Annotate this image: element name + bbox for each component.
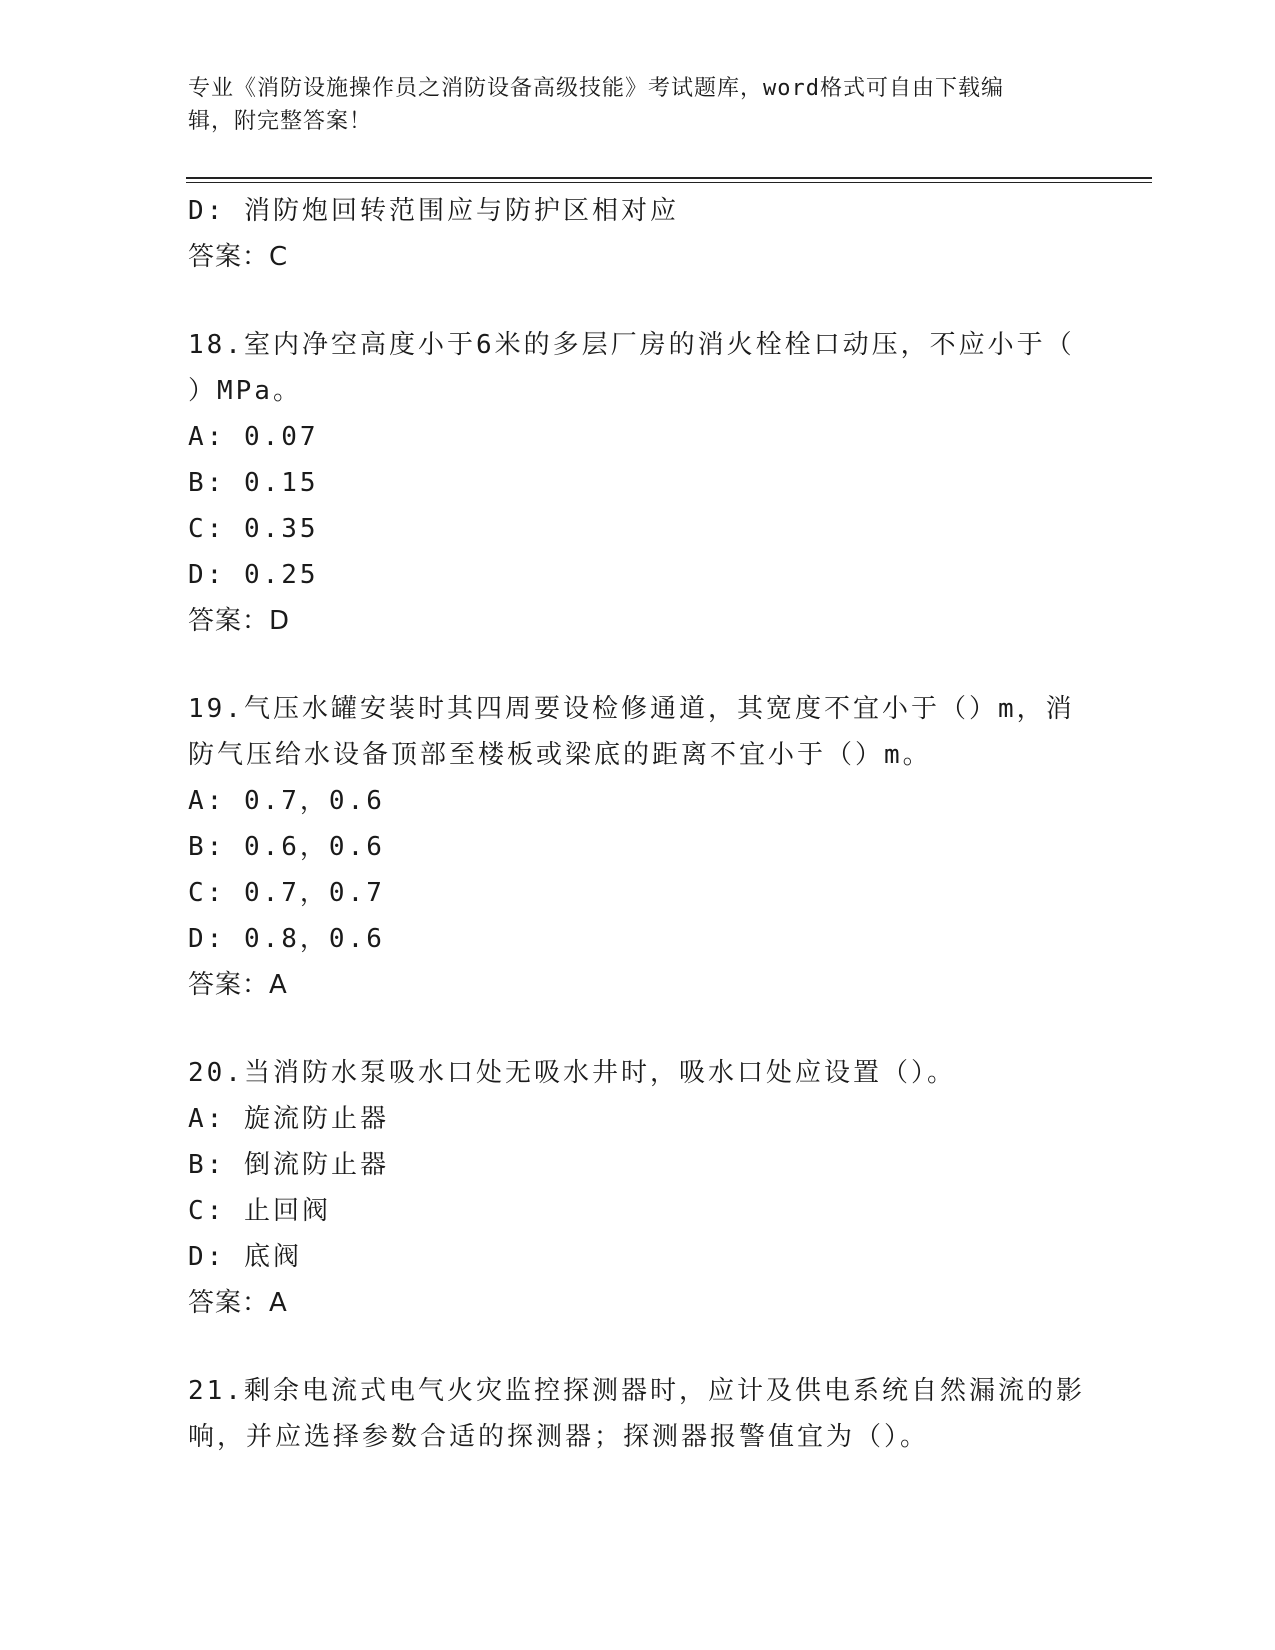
- option-a: A: 旋流防止器: [188, 1104, 389, 1134]
- option-d: D: 0.8，0.6: [188, 924, 385, 954]
- spacer: [188, 1326, 1088, 1368]
- answer: 答案：D: [188, 606, 291, 636]
- document-body: [188, 188, 1088, 1460]
- option-c: C: 0.35: [188, 514, 319, 544]
- question-stem-line: 20.当消防水泵吸水口处无吸水井时，吸水口处应设置（）。: [188, 1058, 956, 1088]
- option-a: A: 0.7，0.6: [188, 786, 385, 816]
- option-c: C: 止回阀: [188, 1196, 331, 1226]
- option-d: D: 消防炮回转范围应与防护区相对应: [188, 196, 679, 226]
- question-stem-line: 21.剩余电流式电气火灾监控探测器时，应计及供电系统自然漏流的影: [188, 1376, 1085, 1406]
- prev-question-tail: [188, 188, 1088, 280]
- question-18: [188, 322, 1088, 644]
- page-header: [188, 72, 1068, 138]
- spacer: [188, 280, 1088, 322]
- option-b: B: 倒流防止器: [188, 1150, 389, 1180]
- header-line-1: 专业《消防设施操作员之消防设备高级技能》考试题库，word格式可自由下载编: [188, 76, 1004, 101]
- spacer: [188, 1008, 1088, 1050]
- question-stem-line: 19.气压水罐安装时其四周要设检修通道，其宽度不宜小于（）m，消: [188, 694, 1075, 724]
- header-rule-thick: [186, 177, 1152, 179]
- spacer: [188, 644, 1088, 686]
- header-line-2: 辑，附完整答案！: [188, 109, 373, 134]
- question-stem-line: ）MPa。: [188, 376, 302, 406]
- answer: 答案：A: [188, 970, 288, 1000]
- question-20: [188, 1050, 1088, 1326]
- question-21: [188, 1368, 1088, 1460]
- question-stem-line: 防气压给水设备顶部至楼板或梁底的距离不宜小于（）m。: [188, 740, 932, 770]
- question-stem-line: 18.室内净空高度小于6米的多层厂房的消火栓栓口动压，不应小于（: [188, 330, 1075, 360]
- answer: 答案：A: [188, 1288, 288, 1318]
- option-d: D: 底阀: [188, 1242, 302, 1272]
- question-stem-line: 响，并应选择参数合适的探测器；探测器报警值宜为（）。: [188, 1422, 930, 1452]
- option-c: C: 0.7，0.7: [188, 878, 385, 908]
- option-d: D: 0.25: [188, 560, 319, 590]
- option-b: B: 0.6，0.6: [188, 832, 385, 862]
- option-a: A: 0.07: [188, 422, 319, 452]
- header-rule-thin: [186, 182, 1152, 183]
- option-b: B: 0.15: [188, 468, 319, 498]
- answer: 答案：C: [188, 242, 289, 272]
- question-19: [188, 686, 1088, 1008]
